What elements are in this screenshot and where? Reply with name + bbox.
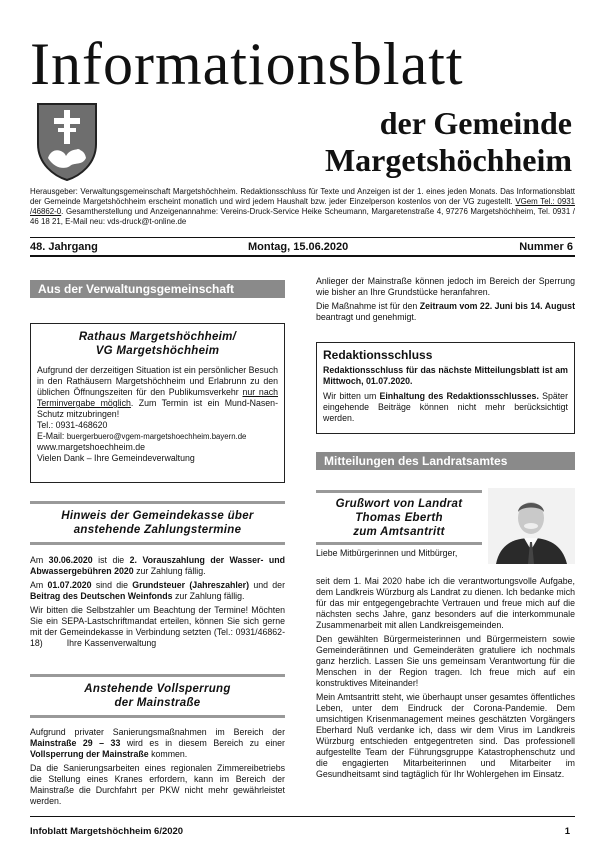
kasse-p1-a: Am bbox=[30, 555, 49, 565]
kasse-p2-a: Am bbox=[30, 580, 48, 590]
kasse-title-line2: anstehende Zahlungstermine bbox=[73, 524, 242, 536]
publisher-phone-link[interactable]: VGem Tel.: 0931 /46862-0 bbox=[30, 196, 575, 216]
redaktion-note-b: Später eingehende Beiträge können nicht mehr berücksichtigt werden. bbox=[323, 391, 568, 423]
masthead-subtitle-line1: der Gemeinde bbox=[379, 105, 572, 141]
kasse-paragraph-2 bbox=[30, 580, 285, 602]
sperrung-p1-bold1: Mainstraße 29 – 33 bbox=[30, 738, 121, 748]
continuation-paragraph-1: Anlieger der Mainstraße können jedoch im Bereich der Sperrung wie bisher an Ihre Grundstücke heranfahren. bbox=[316, 276, 575, 297]
sperrung-paragraph-1 bbox=[30, 727, 285, 760]
sperrung-p1-bold2: Vollsperrung der Mainstraße bbox=[30, 749, 149, 759]
sperrung-continuation bbox=[316, 276, 575, 326]
rathaus-body bbox=[31, 358, 284, 464]
rathaus-closing: Vielen Dank – Ihre Gemeindeverwaltung bbox=[37, 453, 195, 463]
cont-p2-bold: Zeitraum vom 22. Juni bis 14. August bbox=[419, 301, 576, 311]
footer-rule bbox=[30, 816, 575, 817]
volume-label: 48. Jahrgang bbox=[30, 241, 98, 253]
sperrung-p1-b: wird es in diesem Bereich zu einer bbox=[120, 738, 285, 748]
masthead-subtitle-line2: Margetshöchheim bbox=[324, 142, 572, 178]
rathaus-email-label: E-Mail: bbox=[37, 431, 67, 441]
cont-p2-b: beantragt und genehmigt. bbox=[316, 312, 417, 322]
rathaus-body-after: . Zum Termin ist ein Mund-Nasen-Schutz mitzubringen! bbox=[37, 398, 278, 419]
kasse-signature: Ihre Kassenverwaltung bbox=[66, 638, 157, 648]
kasse-p2-c: und der bbox=[249, 580, 286, 590]
cont-p2-a: Die Maßnahme ist für den bbox=[316, 301, 420, 311]
rathaus-title-line1: Rathaus Margetshöchheim/ bbox=[78, 331, 237, 343]
grusswort-top-rule bbox=[316, 490, 482, 493]
grusswort-title-line2: Thomas Eberth bbox=[355, 512, 443, 524]
sperrung-paragraph-2: Da die Sanierungsarbeiten eines regionalen Zimmereibetriebs die Stellung eines Kranes erfordern, kann im Bereich der Mainstraße die Durchfahrt per PKW nicht mehr gewährleistet werden. bbox=[30, 763, 285, 806]
kasse-title-line1: Hinweis der Gemeindekasse über bbox=[61, 510, 254, 522]
footer-publication: Infoblatt Margetshöchheim 6/2020 bbox=[30, 826, 184, 837]
sperrung-top-rule bbox=[30, 674, 285, 677]
redaktion-box bbox=[316, 342, 575, 434]
rathaus-body-before: Aufgrund der derzeitigen Situation ist ein persönlicher Besuch in den Rathäusern Margetshöchheim und Erlabrunn zu den üblichen Öffnungszeiten für den Publikumsverkehr bbox=[37, 365, 278, 397]
kasse-top-rule bbox=[30, 501, 285, 504]
rathaus-body-underlined: nur nach Terminvergabe möglich bbox=[37, 387, 279, 408]
publisher-info bbox=[30, 187, 575, 227]
redaktion-note bbox=[323, 391, 568, 424]
redaktion-note-a: Wir bitten um bbox=[323, 391, 380, 401]
kasse-p1-c: zur Zahlung fällig. bbox=[133, 566, 206, 576]
section-banner-verwaltung: Aus der Verwaltungsgemeinschaft bbox=[30, 280, 285, 298]
grusswort-header bbox=[316, 497, 482, 539]
grusswort-salutation: Liebe Mitbürgerinnen und Mitbürger, bbox=[316, 548, 458, 558]
municipal-coat-of-arms-icon bbox=[34, 100, 100, 182]
grusswort-bottom-rule bbox=[316, 542, 482, 545]
sperrung-header bbox=[30, 682, 285, 710]
section-banner-landratsamt: Mitteilungen des Landratsamtes bbox=[316, 452, 575, 470]
kasse-p2-b: sind die bbox=[91, 580, 133, 590]
grusswort-paragraph-2: Den gewählten Bürgermeisterinnen und Bürgermeistern sowie Gemeinderätinnen und Gemeinderäten gratuliere ich nochmals ganz herzlich. Lassen Sie uns gemeinsam Verantwortung für die Menschen in der Region tragen. Ich freue mich auf ein konstruktives Miteinander! bbox=[316, 634, 575, 688]
kasse-paragraph-1 bbox=[30, 555, 285, 577]
sperrung-body bbox=[30, 727, 285, 810]
kasse-body bbox=[30, 555, 285, 652]
masthead-title: Informationsblatt bbox=[30, 31, 464, 97]
kasse-paragraph-3 bbox=[30, 605, 285, 649]
publisher-text-before: Herausgeber: Verwaltungsgemeinschaft Margetshöchheim. Redaktionsschluss für Texte und Anzeigen ist der 1. eines jeden Monats. Das Informationsblatt der Gemeinde Margetshöchheim erscheint monatlich und wird jedem Haushalt bzw. jeder Einzelperson kostenlos von der VG zugestellt. bbox=[30, 187, 575, 206]
grusswort-paragraph-3: Mein Amtsantritt steht, wie überhaupt unser gesamtes öffentliches Leben, unter dem Eindruck der Corona-Pandemie. Dem umsichtigen Krisenmanagement meines geschätzten Vorgängers Eberhard Nuß verdanke ich, dass wir dem Virus im Landkreis Würzburg entschieden entgegentreten sind. Das professionell aufgestellte Team der Führungsgruppe Katastrophenschutz und die engagierten Mitarbeiterinnen und Mitarbeiter im Gesundheitsamt sind tagtäglich für Ihr Wohlergehen im Einsatz. bbox=[316, 692, 575, 779]
portrait-photo-icon bbox=[488, 488, 575, 564]
issue-info-bar bbox=[30, 237, 575, 257]
grusswort-paragraph-1: seit dem 1. Mai 2020 habe ich die verantwortungsvolle Aufgabe, dem Landkreis Würzburg als Landrat zu dienen. Ich bedanke mich für das mir entgegengebrachte Vertrauen und freue mich auf die nächsten sechs Jahre, ganz besonders auf die interkommunale Zusammenarbeit mit allen Landkreisgemeinden. bbox=[316, 576, 575, 630]
kasse-p1-bold: 2. Vorauszahlung der Wasser- und Abwassergebühren 2020 bbox=[30, 555, 285, 576]
rathaus-box bbox=[30, 323, 285, 483]
kasse-header bbox=[30, 509, 285, 537]
rathaus-tel: Tel.: 0931-468620 bbox=[37, 420, 108, 430]
kasse-p2-bold2: Beitrag des Deutschen Weinfonds bbox=[30, 591, 173, 601]
kasse-p2-bold1: Grundsteuer (Jahreszahler) bbox=[132, 580, 250, 590]
rathaus-website-link[interactable]: www.margetshoechheim.de bbox=[37, 442, 146, 452]
kasse-p1-date: 30.06.2020 bbox=[48, 555, 93, 565]
page-number: 1 bbox=[564, 826, 570, 837]
sperrung-title-line1: Anstehende Vollsperrung bbox=[84, 683, 231, 695]
kasse-p2-d: zur Zahlung fällig. bbox=[172, 591, 245, 601]
rathaus-email-link[interactable]: buergerbuero@vgem-margetshoechheim.bayern.de bbox=[66, 432, 247, 441]
kasse-bottom-rule bbox=[30, 542, 285, 545]
kasse-p3: Wir bitten die Selbstzahler um Beachtung der Termine! Möchten Sie ein SEPA-Lastschriftmandat erteilen, können Sie sich gerne mit der Gemeindekasse in Verbindung setzten (Tel.: 0931/46862-18) bbox=[30, 605, 285, 648]
sperrung-bottom-rule bbox=[30, 715, 285, 718]
sperrung-title-line2: der Mainstraße bbox=[114, 697, 201, 709]
grusswort-body bbox=[316, 576, 575, 783]
issue-number: Nummer 6 bbox=[519, 241, 573, 253]
sperrung-p1-a: Aufgrund privater Sanierungsmaßnahmen im Bereich der bbox=[30, 727, 285, 737]
kasse-p1-b: ist die bbox=[92, 555, 130, 565]
rathaus-title-line2: VG Margetshöchheim bbox=[95, 345, 220, 357]
redaktion-note-bold: Einhaltung des Redaktionsschlusses. bbox=[379, 391, 539, 401]
publisher-text-after: . Gesamtherstellung und Anzeigenannahme: Vereins-Druck-Service Heike Scheumann, Margaretenstraße 4, 97276 Margetshöchheim, Tel. 0931 / 46 18 21, E-Mail neu: vds-druck@t-online.de bbox=[30, 206, 575, 226]
kasse-p2-date: 01.07.2020 bbox=[47, 580, 92, 590]
redaktion-bold: Redaktionsschluss für das nächste Mitteilungsblatt ist am Mittwoch, 01.07.2020. bbox=[323, 365, 568, 386]
grusswort-title-line1: Grußwort von Landrat bbox=[335, 498, 463, 510]
redaktion-title: Redaktionsschluss bbox=[323, 348, 433, 362]
continuation-paragraph-2 bbox=[316, 301, 575, 323]
sperrung-p1-c: kommen. bbox=[148, 749, 188, 759]
grusswort-title-line3: zum Amtsantritt bbox=[353, 526, 445, 538]
issue-date: Montag, 15.06.2020 bbox=[248, 241, 349, 253]
